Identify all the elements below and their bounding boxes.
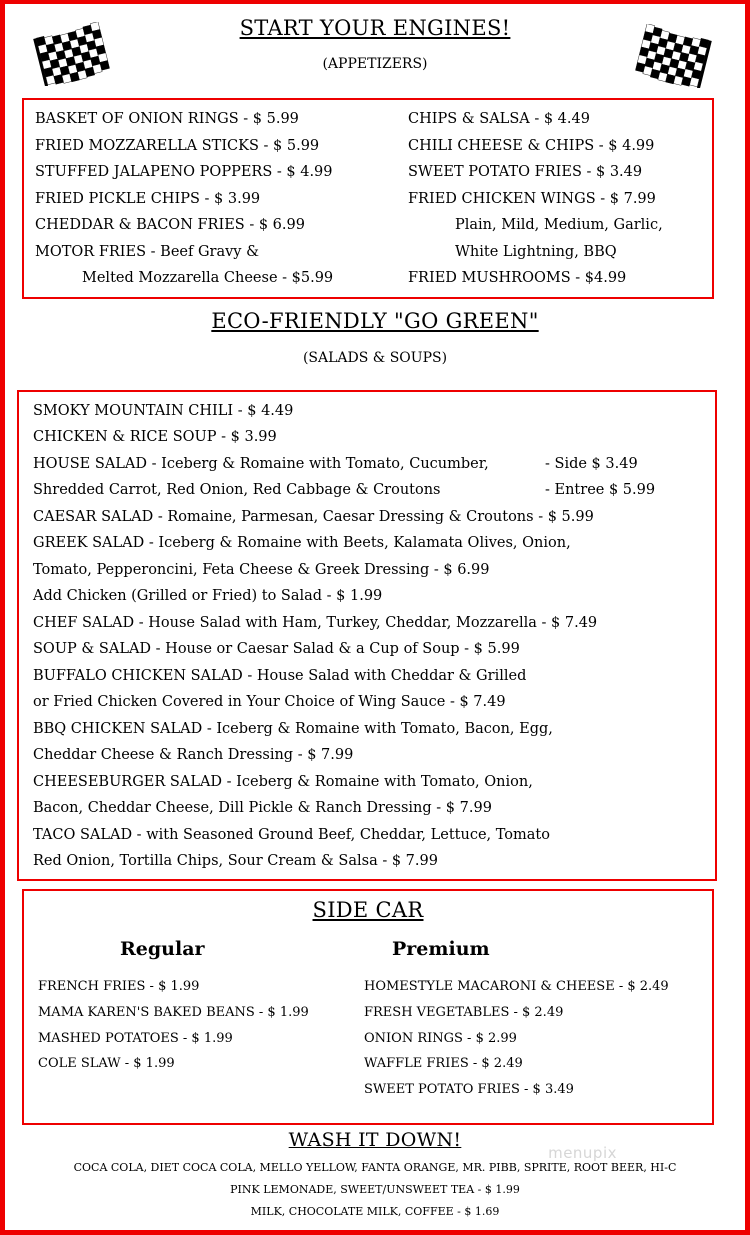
appetizers-title: START YOUR ENGINES!: [239, 16, 511, 40]
list-item: Cheddar Cheese & Ranch Dressing - $ 7.99: [33, 747, 354, 763]
list-item: SOUP & SALAD - House or Caesar Salad & a Cup of Soup - $ 5.99: [33, 641, 520, 657]
salads-box: [17, 390, 717, 881]
list-item: FRIED CHICKEN WINGS - $ 7.99: [408, 191, 656, 207]
regular-heading: Regular: [120, 938, 205, 960]
list-item: HOUSE SALAD - Iceberg & Romaine with Tomato, Cucumber,: [33, 456, 489, 472]
list-item: Shredded Carrot, Red Onion, Red Cabbage & Croutons: [33, 482, 441, 498]
list-item: PINK LEMONADE, SWEET/UNSWEET TEA - $ 1.99: [230, 1183, 520, 1196]
list-item: GREEK SALAD - Iceberg & Romaine with Beets, Kalamata Olives, Onion,: [33, 535, 571, 551]
list-item: CHILI CHEESE & CHIPS - $ 4.99: [408, 138, 655, 154]
list-item: Melted Mozzarella Cheese - $5.99: [82, 270, 334, 286]
list-item: WAFFLE FRIES - $ 2.49: [364, 1056, 523, 1071]
list-item: FRIED PICKLE CHIPS - $ 3.99: [35, 191, 261, 207]
list-item: BUFFALO CHICKEN SALAD - House Salad with Cheddar & Grilled: [33, 668, 527, 684]
list-item: CHEF SALAD - House Salad with Ham, Turkey, Cheddar, Mozzarella - $ 7.49: [33, 615, 598, 631]
list-item: White Lightning, BBQ: [455, 244, 617, 260]
house-salad-side-price: - Side $ 3.49: [545, 456, 638, 472]
list-item: CHIPS & SALSA - $ 4.49: [408, 111, 590, 127]
list-item: MILK, CHOCOLATE MILK, COFFEE - $ 1.69: [250, 1205, 500, 1218]
list-item: CHEDDAR & BACON FRIES - $ 6.99: [35, 217, 305, 233]
house-salad-entree-price: - Entree $ 5.99: [545, 482, 656, 498]
list-item: CHICKEN & RICE SOUP - $ 3.99: [33, 429, 277, 445]
list-item: FRIED MUSHROOMS - $4.99: [408, 270, 627, 286]
list-item: SMOKY MOUNTAIN CHILI - $ 4.49: [33, 403, 294, 419]
list-item: or Fried Chicken Covered in Your Choice of Wing Sauce - $ 7.49: [33, 694, 506, 710]
list-item: Bacon, Cheddar Cheese, Dill Pickle & Ranch Dressing - $ 7.99: [33, 800, 492, 816]
list-item: FRIED MOZZARELLA STICKS - $ 5.99: [35, 138, 320, 154]
list-item: COLE SLAW - $ 1.99: [38, 1056, 175, 1071]
salads-subtitle: (SALADS & SOUPS): [302, 350, 448, 366]
premium-heading: Premium: [392, 938, 490, 960]
appetizers-box: [22, 98, 714, 299]
list-item: SWEET POTATO FRIES - $ 3.49: [408, 164, 643, 180]
sides-title: SIDE CAR: [312, 898, 424, 922]
list-item: Red Onion, Tortilla Chips, Sour Cream & Salsa - $ 7.99: [33, 853, 438, 869]
list-item: HOMESTYLE MACARONI & CHEESE - $ 2.49: [364, 979, 669, 994]
watermark: menupix: [548, 1144, 617, 1162]
list-item: ONION RINGS - $ 2.99: [364, 1031, 517, 1046]
list-item: CAESAR SALAD - Romaine, Parmesan, Caesar Dressing & Croutons - $ 5.99: [33, 509, 594, 525]
list-item: Tomato, Pepperoncini, Feta Cheese & Greek Dressing - $ 6.99: [33, 562, 490, 578]
drinks-title: WASH IT DOWN!: [288, 1129, 462, 1151]
list-item: TACO SALAD - with Seasoned Ground Beef, Cheddar, Lettuce, Tomato: [33, 827, 550, 843]
list-item: MAMA KAREN'S BAKED BEANS - $ 1.99: [38, 1005, 309, 1020]
list-item: FRENCH FRIES - $ 1.99: [38, 979, 200, 994]
list-item: FRESH VEGETABLES - $ 2.49: [364, 1005, 564, 1020]
salads-title: ECO-FRIENDLY "GO GREEN": [211, 309, 539, 333]
list-item: SWEET POTATO FRIES - $ 3.49: [364, 1082, 574, 1097]
list-item: MASHED POTATOES - $ 1.99: [38, 1031, 233, 1046]
list-item: STUFFED JALAPENO POPPERS - $ 4.99: [35, 164, 333, 180]
appetizers-subtitle: (APPETIZERS): [322, 56, 428, 72]
list-item: CHEESEBURGER SALAD - Iceberg & Romaine with Tomato, Onion,: [33, 774, 533, 790]
sides-box: [22, 889, 714, 1125]
list-item: BASKET OF ONION RINGS - $ 5.99: [35, 111, 299, 127]
list-item: Plain, Mild, Medium, Garlic,: [455, 217, 663, 233]
list-item: Add Chicken (Grilled or Fried) to Salad - $ 1.99: [33, 588, 383, 604]
list-item: COCA COLA, DIET COCA COLA, MELLO YELLOW, FANTA ORANGE, MR. PIBB, SPRITE, ROOT BEER, HI-C: [73, 1161, 677, 1174]
list-item: MOTOR FRIES - Beef Gravy &: [35, 244, 260, 260]
list-item: BBQ CHICKEN SALAD - Iceberg & Romaine with Tomato, Bacon, Egg,: [33, 721, 553, 737]
